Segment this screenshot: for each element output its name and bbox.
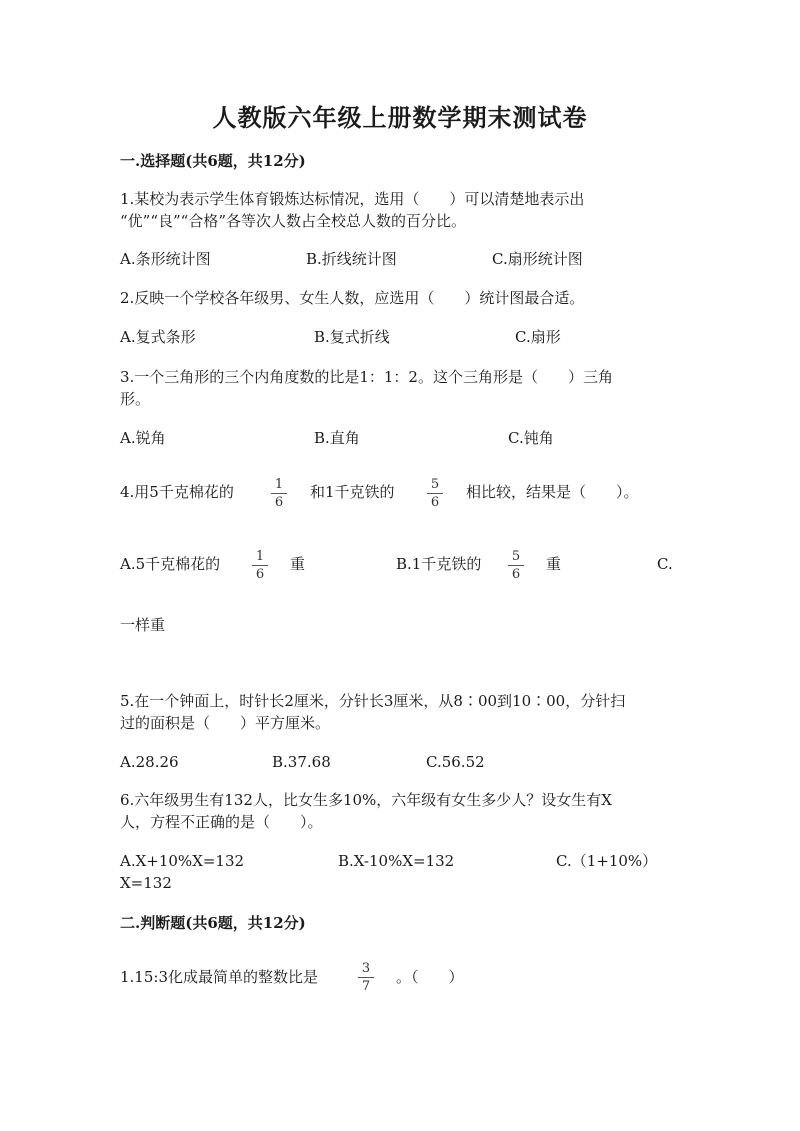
question-1-option-a: A.条形统计图 bbox=[120, 250, 211, 268]
question-6-option-c: C.（1+10%） bbox=[556, 852, 658, 870]
question-6-line-2: 人，方程不正确的是（ ）。 bbox=[120, 813, 323, 831]
question-5-option-c: C.56.52 bbox=[426, 753, 485, 771]
fraction-denominator: 6 bbox=[274, 495, 284, 510]
question-1-line-2: “优”“良”“合格”各等次人数占全校总人数的百分比。 bbox=[120, 212, 467, 230]
question-4-fraction-1 bbox=[268, 477, 290, 510]
question-3-option-c: C.钝角 bbox=[508, 429, 554, 447]
fraction-denominator: 7 bbox=[361, 979, 371, 994]
question-6-option-b: B.X-10%X=132 bbox=[338, 852, 455, 870]
page-title: 人教版六年级上册数学期末测试卷 bbox=[212, 103, 588, 132]
question-2-option-c: C.扇形 bbox=[515, 328, 561, 346]
question-4-fraction-2 bbox=[424, 477, 446, 510]
question-2-option-a: A.复式条形 bbox=[120, 328, 196, 346]
question-5-line-2: 过的面积是（ ）平方厘米。 bbox=[120, 714, 331, 732]
section-heading-judgment: 二.判断题(共6题，共12分) bbox=[120, 914, 306, 932]
fraction-denominator: 6 bbox=[511, 567, 521, 582]
question-4-option-a: A.5千克棉花的 bbox=[120, 555, 221, 573]
judgment-1-part-1: 1.15:3化成最简单的整数比是 bbox=[120, 968, 318, 986]
question-4-option-c-text: 一样重 bbox=[120, 616, 166, 634]
question-2-option-b: B.复式折线 bbox=[314, 328, 390, 346]
question-4-option-c: C. bbox=[657, 555, 673, 573]
question-4-option-a-suffix: 重 bbox=[290, 555, 306, 573]
fraction-bar bbox=[427, 493, 443, 494]
fraction-bar bbox=[508, 565, 524, 566]
section-heading-choice: 一.选择题(共6题，共12分) bbox=[120, 152, 306, 170]
judgment-1-part-2: 。（ ） bbox=[396, 968, 464, 986]
fraction-numerator: 5 bbox=[511, 549, 521, 564]
fraction-numerator: 5 bbox=[430, 477, 440, 492]
question-5-line-1: 5.在一个钟面上，时针长2厘米，分针长3厘米，从8∶00到10∶00，分针扫 bbox=[120, 692, 626, 710]
question-4-part-3: 相比较，结果是（ ）。 bbox=[466, 483, 639, 501]
question-4-option-b-suffix: 重 bbox=[546, 555, 562, 573]
question-6-line-1: 6.六年级男生有132人，比女生多10%，六年级有女生多少人？设女生有X bbox=[120, 791, 612, 809]
fraction-numerator: 1 bbox=[274, 477, 284, 492]
question-4-option-a-fraction bbox=[249, 549, 271, 582]
fraction-denominator: 6 bbox=[430, 495, 440, 510]
question-3-line-2: 形。 bbox=[120, 390, 151, 408]
question-4-option-b: B.1千克铁的 bbox=[396, 555, 482, 573]
fraction-bar bbox=[271, 493, 287, 494]
fraction-bar bbox=[358, 977, 374, 978]
question-1-line-1: 1.某校为表示学生体育锻炼达标情况，选用（ ）可以清楚地表示出 bbox=[120, 190, 585, 208]
question-3-option-a: A.锐角 bbox=[120, 429, 166, 447]
question-3-line-1: 3.一个三角形的三个内角度数的比是1：1：2。这个三角形是（ ）三角 bbox=[120, 368, 613, 386]
fraction-bar bbox=[252, 565, 268, 566]
question-4-part-1: 4.用5千克棉花的 bbox=[120, 483, 234, 501]
fraction-numerator: 3 bbox=[361, 961, 371, 976]
fraction-numerator: 1 bbox=[255, 549, 265, 564]
question-6-option-a: A.X+10%X=132 bbox=[120, 852, 245, 870]
question-1-option-b: B.折线统计图 bbox=[306, 250, 397, 268]
question-5-option-b: B.37.68 bbox=[272, 753, 331, 771]
question-6-option-c-line-2: X=132 bbox=[120, 874, 172, 892]
question-4-option-b-fraction bbox=[505, 549, 527, 582]
question-1-option-c: C.扇形统计图 bbox=[492, 250, 583, 268]
judgment-1-fraction bbox=[355, 961, 377, 994]
question-3-option-b: B.直角 bbox=[314, 429, 360, 447]
question-2-line-1: 2.反映一个学校各年级男、女生人数，应选用（ ）统计图最合适。 bbox=[120, 289, 585, 307]
fraction-denominator: 6 bbox=[255, 567, 265, 582]
question-4-part-2: 和1千克铁的 bbox=[310, 483, 395, 501]
question-5-option-a: A.28.26 bbox=[120, 753, 179, 771]
